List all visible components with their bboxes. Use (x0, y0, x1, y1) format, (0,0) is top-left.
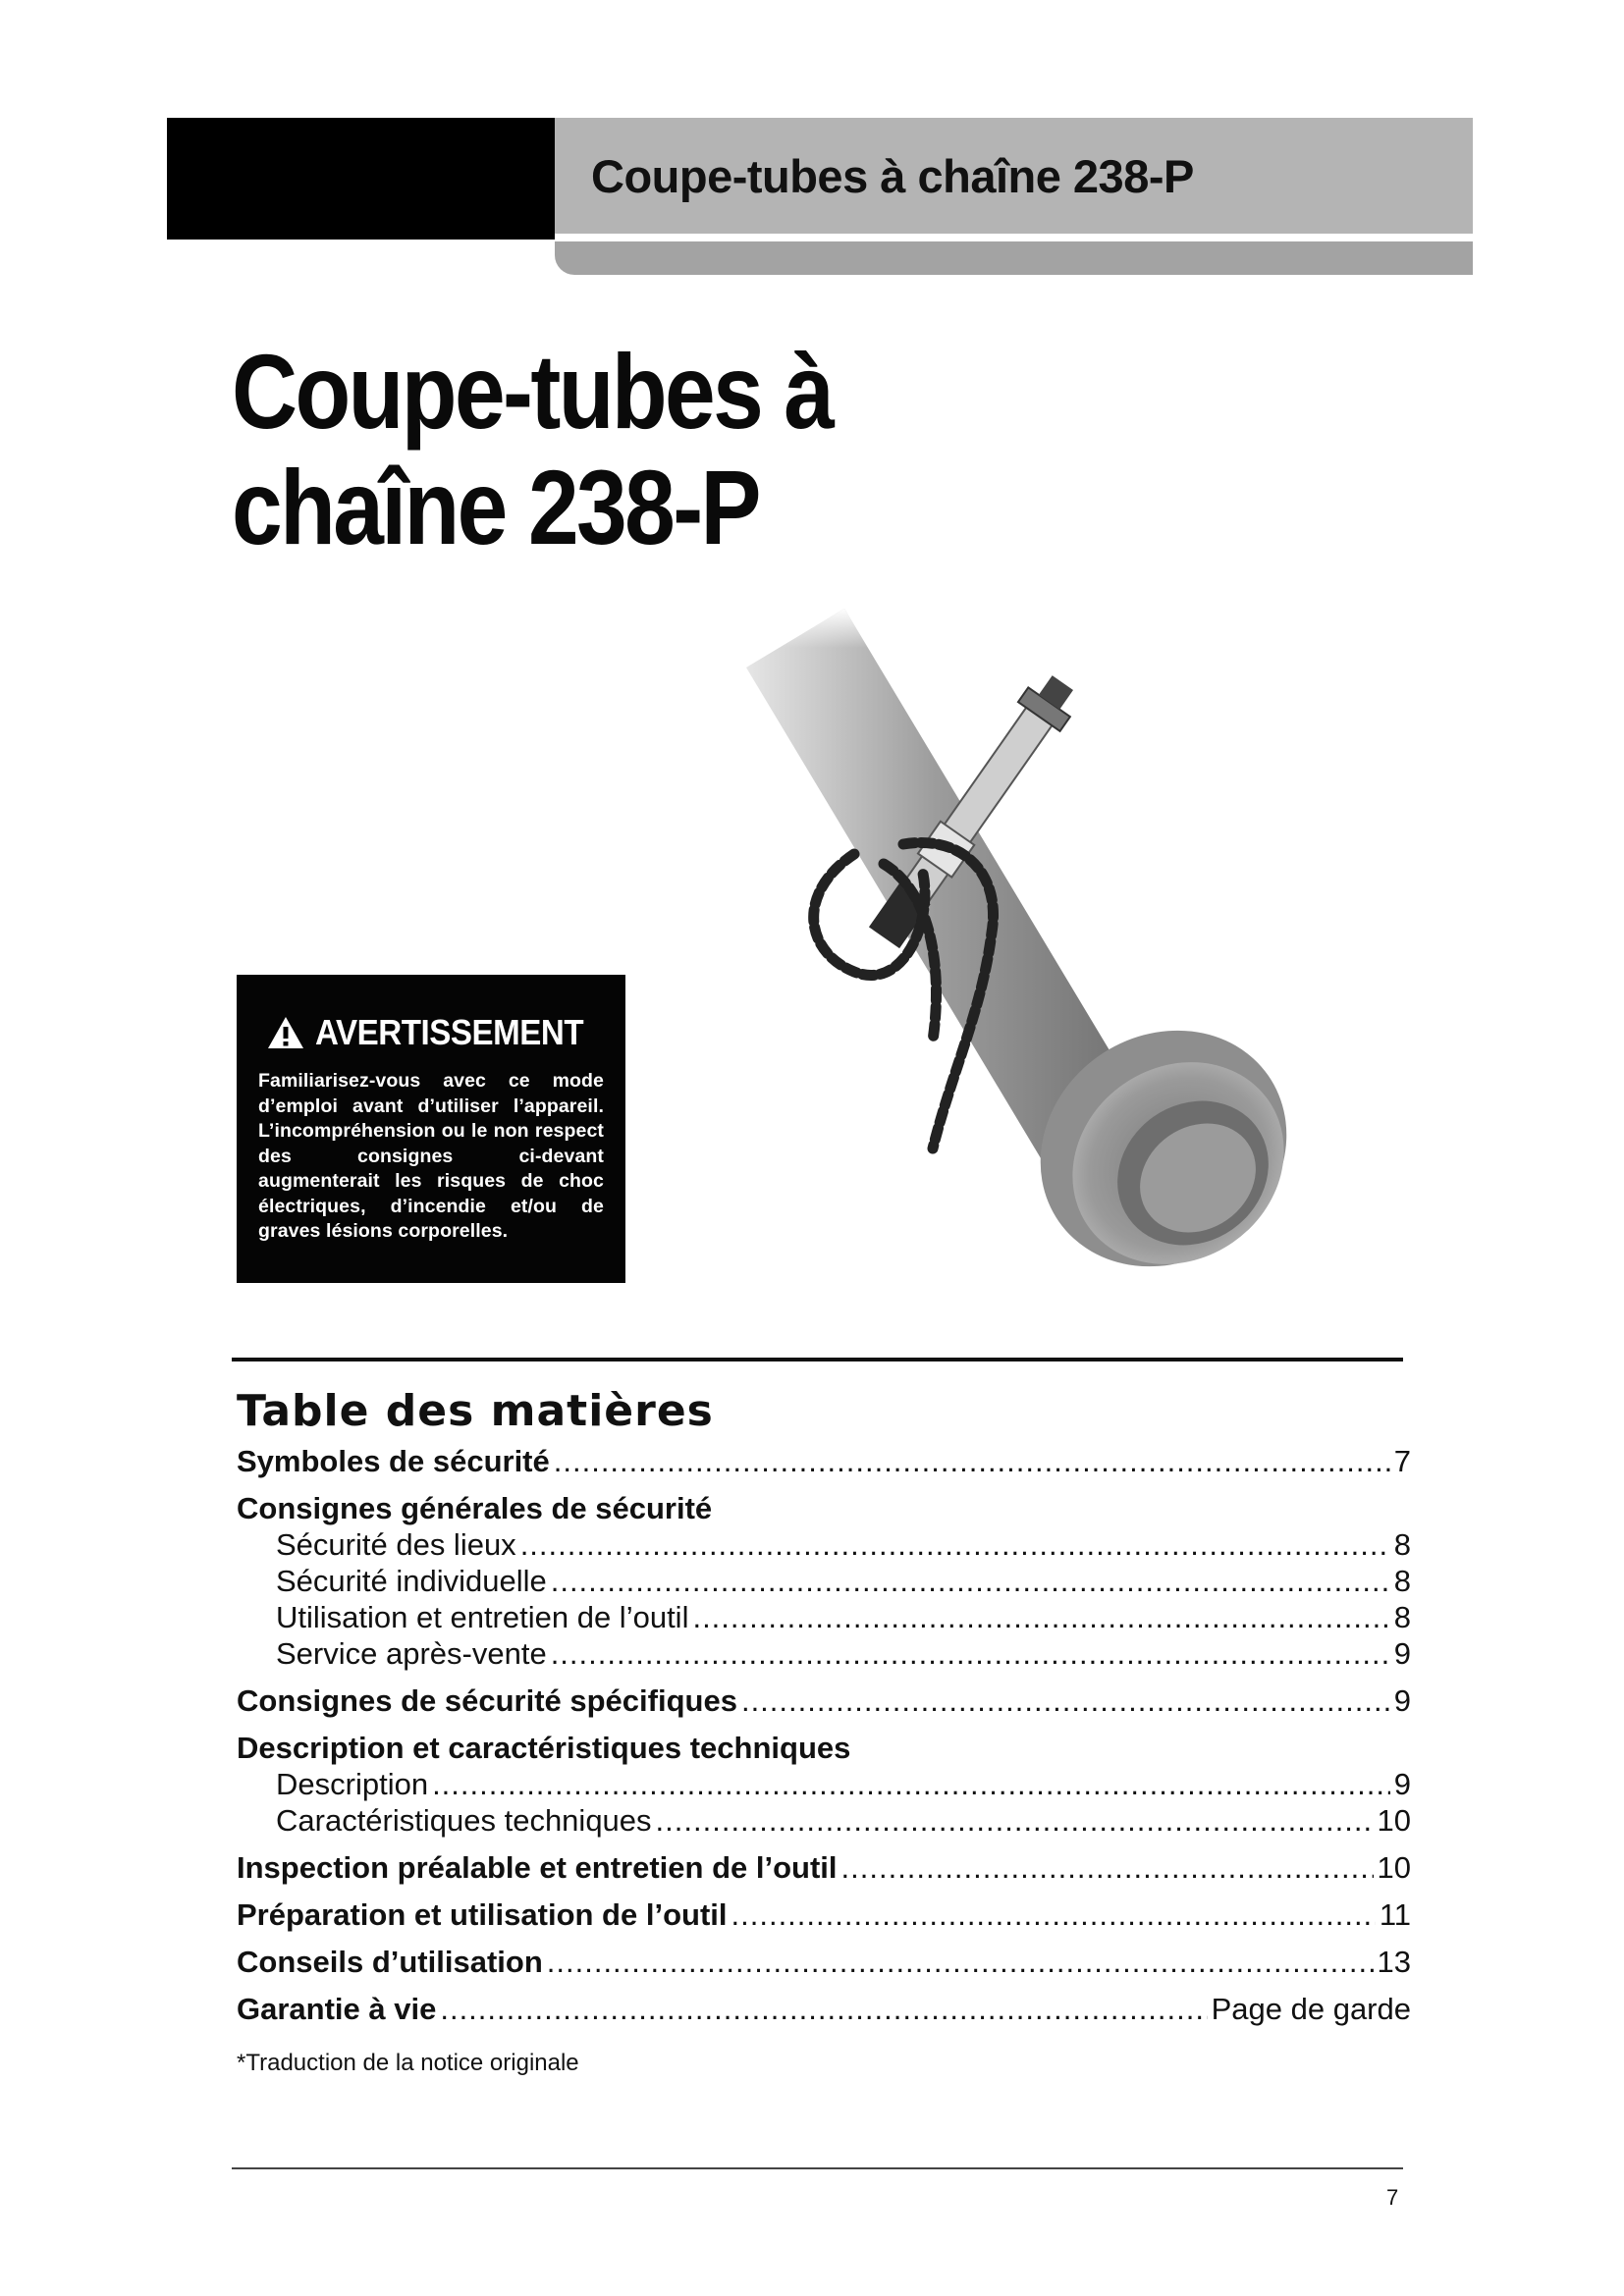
toc-entry-label: Utilisation et entretien de l’outil (276, 1600, 689, 1634)
toc-leader-dots (731, 1896, 1376, 1933)
toc-heading: Table des matières (237, 1386, 714, 1436)
header-title: Coupe-tubes à chaîne 238-P (591, 150, 1194, 202)
page-title-line-2: chaîne 238-P (232, 448, 759, 566)
toc-entry-page: Page de garde (1211, 1992, 1411, 2026)
toc-entry-label: Inspection préalable et entretien de l’outil (237, 1850, 838, 1885)
toc-entry-label: Service après-vente (276, 1636, 547, 1671)
toc-entry-page: 11 (1379, 1897, 1411, 1932)
toc-entry-page: 7 (1393, 1444, 1411, 1478)
toc-entry[interactable] (237, 1635, 1411, 1672)
translation-footnote: *Traduction de la notice originale (237, 2050, 579, 2076)
toc-top-rule (232, 1358, 1403, 1362)
toc-entry[interactable] (237, 1682, 1411, 1719)
toc-leader-dots (440, 1991, 1207, 2027)
toc-leader-dots (547, 1944, 1374, 1980)
toc-leader-dots (741, 1682, 1390, 1719)
toc-entry-page: 13 (1377, 1945, 1411, 1979)
toc-entry-label: Consignes générales de sécurité (237, 1491, 713, 1525)
toc-entry-page: 8 (1393, 1527, 1411, 1562)
toc-entry[interactable] (237, 1849, 1411, 1886)
toc-leader-dots (841, 1849, 1374, 1886)
page-title (232, 334, 992, 565)
header-black-block (167, 118, 555, 240)
toc-entry-label: Consignes de sécurité spécifiques (237, 1683, 737, 1718)
toc-entry-page: 8 (1393, 1600, 1411, 1634)
header-divider (555, 236, 1473, 239)
toc-leader-dots (551, 1563, 1390, 1599)
toc-entry[interactable] (237, 1802, 1411, 1839)
toc-leader-dots (520, 1526, 1390, 1563)
warning-header (266, 1012, 607, 1053)
toc-entry[interactable] (237, 1944, 1411, 1980)
toc-entry[interactable] (237, 1896, 1411, 1933)
toc-entry-label: Caractéristiques techniques (276, 1803, 652, 1838)
table-of-contents (237, 1443, 1411, 2027)
toc-entry-page: 9 (1393, 1683, 1411, 1718)
toc-entry[interactable] (237, 1443, 1411, 1479)
toc-entry-page: 10 (1377, 1850, 1411, 1885)
toc-entry-label: Préparation et utilisation de l’outil (237, 1897, 728, 1932)
toc-entry-label: Sécurité individuelle (276, 1564, 547, 1598)
toc-entry[interactable] (237, 1766, 1411, 1802)
warning-title: AVERTISSEMENT (315, 1012, 584, 1052)
footer-rule (232, 2167, 1403, 2169)
chain-pipe-cutter-image (707, 599, 1355, 1286)
toc-entry-page: 8 (1393, 1564, 1411, 1598)
toc-entry-label: Symboles de sécurité (237, 1444, 550, 1478)
toc-entry-label: Garantie à vie (237, 1992, 437, 2026)
warning-text: Familiarisez-vous avec ce mode d’emploi avant d’utiliser l’appareil. L’incompréhension ou le non respect des consignes ci-devant augmenterait les risques de choc électriques, d’incendie et/ou de graves lésions corporelles. (258, 1070, 604, 1242)
toc-entry-page: 9 (1393, 1767, 1411, 1801)
toc-leader-dots (554, 1443, 1390, 1479)
toc-entry-label: Description et caractéristiques techniques (237, 1731, 851, 1765)
toc-entry-page: 9 (1393, 1636, 1411, 1671)
toc-entry-page: 10 (1377, 1803, 1411, 1838)
toc-entry[interactable] (237, 1563, 1411, 1599)
page-title-line-1: Coupe-tubes à (232, 332, 833, 451)
toc-leader-dots (551, 1635, 1390, 1672)
warning-triangle-icon (266, 1015, 305, 1050)
toc-leader-dots (656, 1802, 1374, 1839)
toc-leader-dots (692, 1599, 1389, 1635)
page-number: 7 (1386, 2185, 1399, 2210)
toc-leader-dots (432, 1766, 1390, 1802)
toc-entry[interactable] (237, 1991, 1411, 2027)
toc-entry[interactable] (237, 1730, 1411, 1766)
header-lower-bar (555, 241, 1473, 275)
toc-entry[interactable] (237, 1599, 1411, 1635)
toc-entry[interactable] (237, 1526, 1411, 1563)
warning-box (237, 975, 625, 1283)
toc-entry-label: Description (276, 1767, 429, 1801)
toc-entry-label: Conseils d’utilisation (237, 1945, 543, 1979)
toc-entry-label: Sécurité des lieux (276, 1527, 516, 1562)
toc-entry[interactable] (237, 1490, 1411, 1526)
